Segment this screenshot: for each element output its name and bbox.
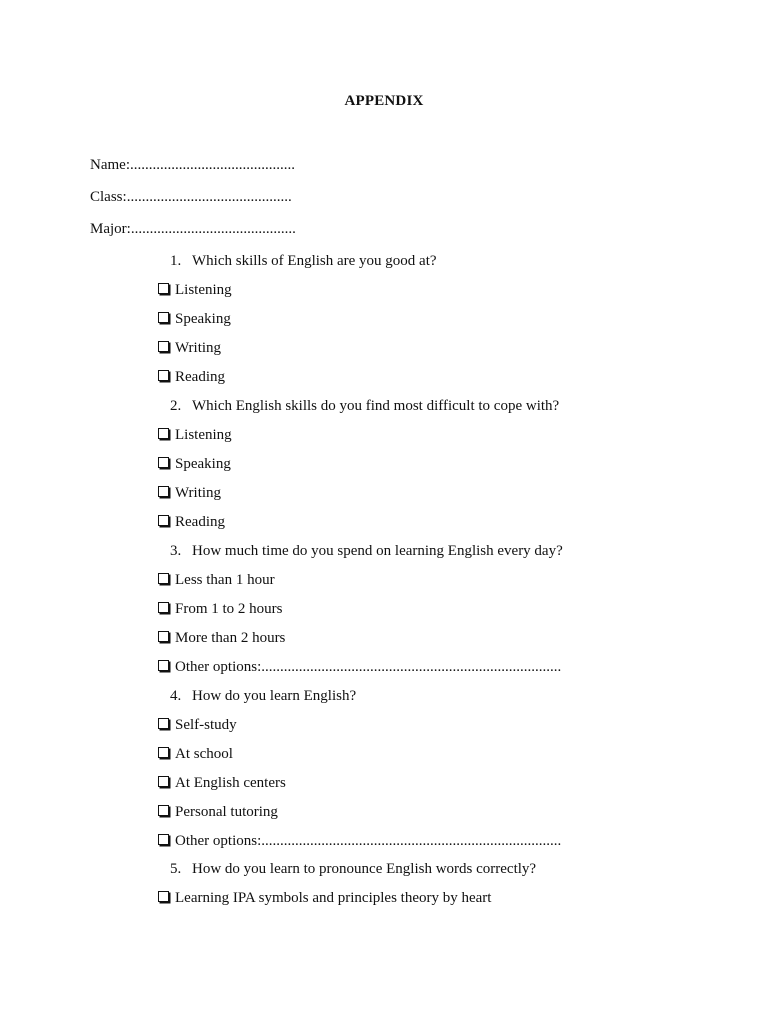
class-field [90,187,292,207]
question-text: How do you learn English? [192,688,357,704]
checkbox-icon[interactable] [158,370,169,381]
option-item[interactable] [158,483,221,503]
field-label: Name: [90,157,130,173]
question-2 [170,396,559,416]
checkbox-icon[interactable] [158,776,169,787]
field-label: Class: [90,189,127,205]
checkbox-icon[interactable] [158,631,169,642]
major-field [90,219,296,239]
option-label: Personal tutoring [175,804,278,820]
option-item[interactable] [158,888,491,908]
question-text: How do you learn to pronounce English words correctly? [192,861,537,877]
question-number: 1. [170,253,182,269]
option-label: Other options:................................................................................ [175,833,562,849]
checkbox-icon[interactable] [158,486,169,497]
option-item[interactable] [158,512,225,532]
question-5 [170,859,536,879]
option-item[interactable] [158,773,286,793]
option-item[interactable] [158,367,225,387]
question-text: Which skills of English are you good at? [192,253,437,269]
option-label: At school [175,746,233,762]
question-text: How much time do you spend on learning English every day? [192,543,563,559]
question-1 [170,251,437,271]
option-label: More than 2 hours [175,630,286,646]
checkbox-icon[interactable] [158,428,169,439]
option-label: Listening [175,282,232,298]
question-3 [170,541,563,561]
checkbox-icon[interactable] [158,891,169,902]
option-label: Speaking [175,311,231,327]
field-label: Major: [90,221,131,237]
question-number: 2. [170,398,182,414]
option-label: Learning IPA symbols and principles theory by heart [175,890,492,906]
checkbox-icon[interactable] [158,283,169,294]
checkbox-icon[interactable] [158,805,169,816]
option-label: Reading [175,369,225,385]
option-label: Less than 1 hour [175,572,275,588]
option-item[interactable] [158,802,278,822]
option-label: Speaking [175,456,231,472]
option-label: Writing [175,485,222,501]
field-dots: ............................................ [130,221,296,237]
option-item[interactable] [158,425,232,445]
option-item[interactable] [158,338,221,358]
question-text: Which English skills do you find most difficult to cope with? [192,398,560,414]
checkbox-icon[interactable] [158,747,169,758]
checkbox-icon[interactable] [158,573,169,584]
option-label: Self-study [175,717,237,733]
option-label: Reading [175,514,225,530]
page-title: APPENDIX [344,93,424,109]
question-number: 5. [170,861,182,877]
option-item[interactable] [158,570,275,590]
checkbox-icon[interactable] [158,515,169,526]
option-label: Listening [175,427,232,443]
checkbox-icon[interactable] [158,718,169,729]
checkbox-icon[interactable] [158,834,169,845]
question-number: 4. [170,688,182,704]
option-item[interactable] [158,309,231,329]
option-item[interactable] [158,831,561,851]
option-item[interactable] [158,628,285,648]
option-label: Writing [175,340,222,356]
field-dots: ............................................ [126,189,292,205]
option-label: At English centers [175,775,286,791]
checkbox-icon[interactable] [158,602,169,613]
checkbox-icon[interactable] [158,457,169,468]
option-item[interactable] [158,744,233,764]
question-4 [170,686,356,706]
checkbox-icon[interactable] [158,660,169,671]
field-dots: ............................................ [129,157,295,173]
option-label: From 1 to 2 hours [175,601,283,617]
question-number: 3. [170,543,182,559]
name-field [90,155,295,175]
option-item[interactable] [158,599,283,619]
option-item[interactable] [158,280,232,300]
option-item[interactable] [158,454,231,474]
checkbox-icon[interactable] [158,312,169,323]
checkbox-icon[interactable] [158,341,169,352]
option-label: Other options:................................................................................ [175,659,562,675]
option-item[interactable] [158,657,561,677]
option-item[interactable] [158,715,237,735]
